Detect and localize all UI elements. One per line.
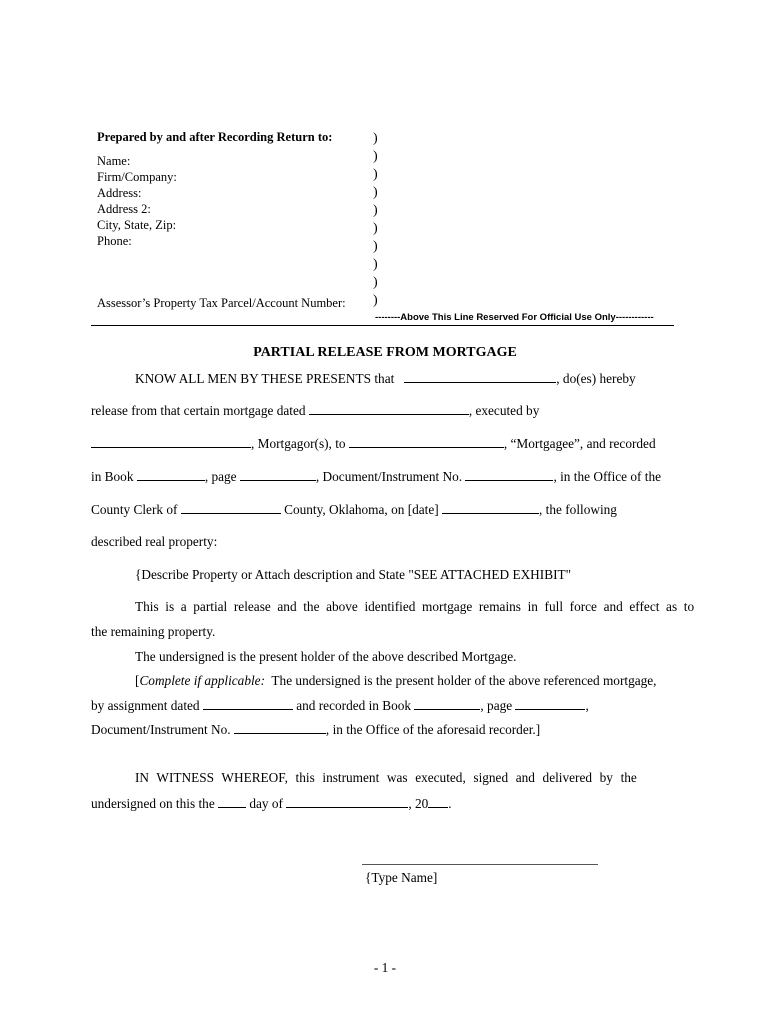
body-line-3 bbox=[91, 435, 656, 452]
body-line-4 bbox=[91, 468, 661, 485]
partial-release-line-1: This is a partial release and the above identified mortgage remains in full force and effect as to bbox=[135, 599, 695, 614]
assignment-date-blank[interactable] bbox=[203, 697, 293, 710]
mortgagee-blank[interactable] bbox=[349, 435, 504, 448]
text: , page bbox=[204, 469, 237, 484]
paren: ) bbox=[373, 239, 378, 254]
paren: ) bbox=[373, 275, 378, 290]
firm-label: Firm/Company: bbox=[97, 170, 177, 184]
holder-statement: The undersigned is the present holder of the above described Mortgage. bbox=[135, 649, 517, 664]
paren: ) bbox=[373, 203, 378, 218]
text: . bbox=[448, 796, 452, 811]
body-line-5 bbox=[91, 501, 617, 518]
page-number: - 1 - bbox=[373, 960, 397, 975]
header-divider bbox=[91, 325, 674, 326]
text: , page bbox=[480, 698, 513, 713]
witness-line-2 bbox=[91, 795, 452, 812]
assignment-instrument-line bbox=[91, 721, 540, 738]
text: , executed by bbox=[468, 403, 540, 418]
body-line-6: described real property: bbox=[91, 534, 218, 549]
paren: ) bbox=[373, 293, 378, 308]
month-blank[interactable] bbox=[286, 795, 408, 808]
assignment-book-blank[interactable] bbox=[414, 697, 480, 710]
paren: ) bbox=[373, 185, 378, 200]
document-title: PARTIAL RELEASE FROM MORTGAGE bbox=[253, 345, 517, 360]
paren: ) bbox=[373, 131, 378, 146]
mortgage-date-blank[interactable] bbox=[309, 402, 469, 415]
complete-if-applicable bbox=[135, 673, 657, 689]
text: , the following bbox=[539, 502, 617, 517]
witness-line-1: IN WITNESS WHEREOF, this instrument was executed, signed and delivered by the bbox=[135, 770, 637, 785]
text: , in the Office of the aforesaid recorder.] bbox=[325, 722, 541, 737]
text: and recorded in Book bbox=[296, 698, 412, 713]
text: , “Mortgagee”, and recorded bbox=[503, 436, 656, 451]
text: County Clerk of bbox=[91, 502, 178, 517]
text: , Mortgagor(s), to bbox=[251, 436, 346, 451]
text: release from that certain mortgage dated bbox=[91, 403, 306, 418]
parcel-label: Assessor’s Property Tax Parcel/Account Number: bbox=[97, 296, 346, 310]
name-label: Name: bbox=[97, 154, 131, 168]
text: KNOW ALL MEN BY THESE PRESENTS that bbox=[135, 371, 395, 386]
book-blank[interactable] bbox=[137, 468, 205, 481]
county-blank[interactable] bbox=[181, 501, 281, 514]
paren: ) bbox=[373, 149, 378, 164]
address-label: Address: bbox=[97, 186, 142, 200]
text: in Book bbox=[91, 469, 134, 484]
paren: ) bbox=[373, 257, 378, 272]
text: , bbox=[585, 698, 589, 713]
text: , do(es) hereby bbox=[556, 371, 636, 386]
assignment-page-blank[interactable] bbox=[515, 697, 585, 710]
text: , in the Office of the bbox=[553, 469, 662, 484]
city-state-zip-label: City, State, Zip: bbox=[97, 218, 177, 232]
assignment-line bbox=[91, 697, 589, 714]
partial-release-line-2: the remaining property. bbox=[91, 624, 216, 639]
address2-label: Address 2: bbox=[97, 202, 151, 216]
grantor-blank[interactable] bbox=[404, 370, 556, 383]
text: by assignment dated bbox=[91, 698, 200, 713]
italic-text: Complete if applicable: bbox=[139, 673, 265, 688]
text: day of bbox=[249, 796, 283, 811]
year-blank[interactable] bbox=[428, 795, 448, 808]
body-line-2 bbox=[91, 402, 539, 419]
signature-line[interactable] bbox=[362, 864, 598, 865]
prepared-by-heading: Prepared by and after Recording Return to: bbox=[97, 130, 333, 144]
text: County, Oklahoma, on [date] bbox=[284, 502, 439, 517]
text: [ bbox=[135, 673, 140, 688]
phone-label: Phone: bbox=[97, 234, 132, 248]
text: Document/Instrument No. bbox=[91, 722, 231, 737]
paren: ) bbox=[373, 167, 378, 182]
text: The undersigned is the present holder of the above referenced mortgage, bbox=[271, 673, 657, 688]
date-blank[interactable] bbox=[442, 501, 539, 514]
instrument-no-blank[interactable] bbox=[465, 468, 553, 481]
day-blank[interactable] bbox=[218, 795, 246, 808]
assignment-instrument-blank[interactable] bbox=[234, 721, 326, 734]
paren: ) bbox=[373, 221, 378, 236]
describe-property: {Describe Property or Attach description and State "SEE ATTACHED EXHIBIT" bbox=[135, 567, 572, 582]
type-name: {Type Name] bbox=[365, 870, 438, 885]
text: , 20 bbox=[408, 796, 429, 811]
reserved-note: --------Above This Line Reserved For Official Use Only------------ bbox=[375, 312, 654, 323]
mortgagor-blank[interactable] bbox=[91, 435, 251, 448]
body-line-1 bbox=[135, 370, 636, 387]
text: , Document/Instrument No. bbox=[315, 469, 463, 484]
page-blank[interactable] bbox=[240, 468, 316, 481]
text: undersigned on this the bbox=[91, 796, 215, 811]
